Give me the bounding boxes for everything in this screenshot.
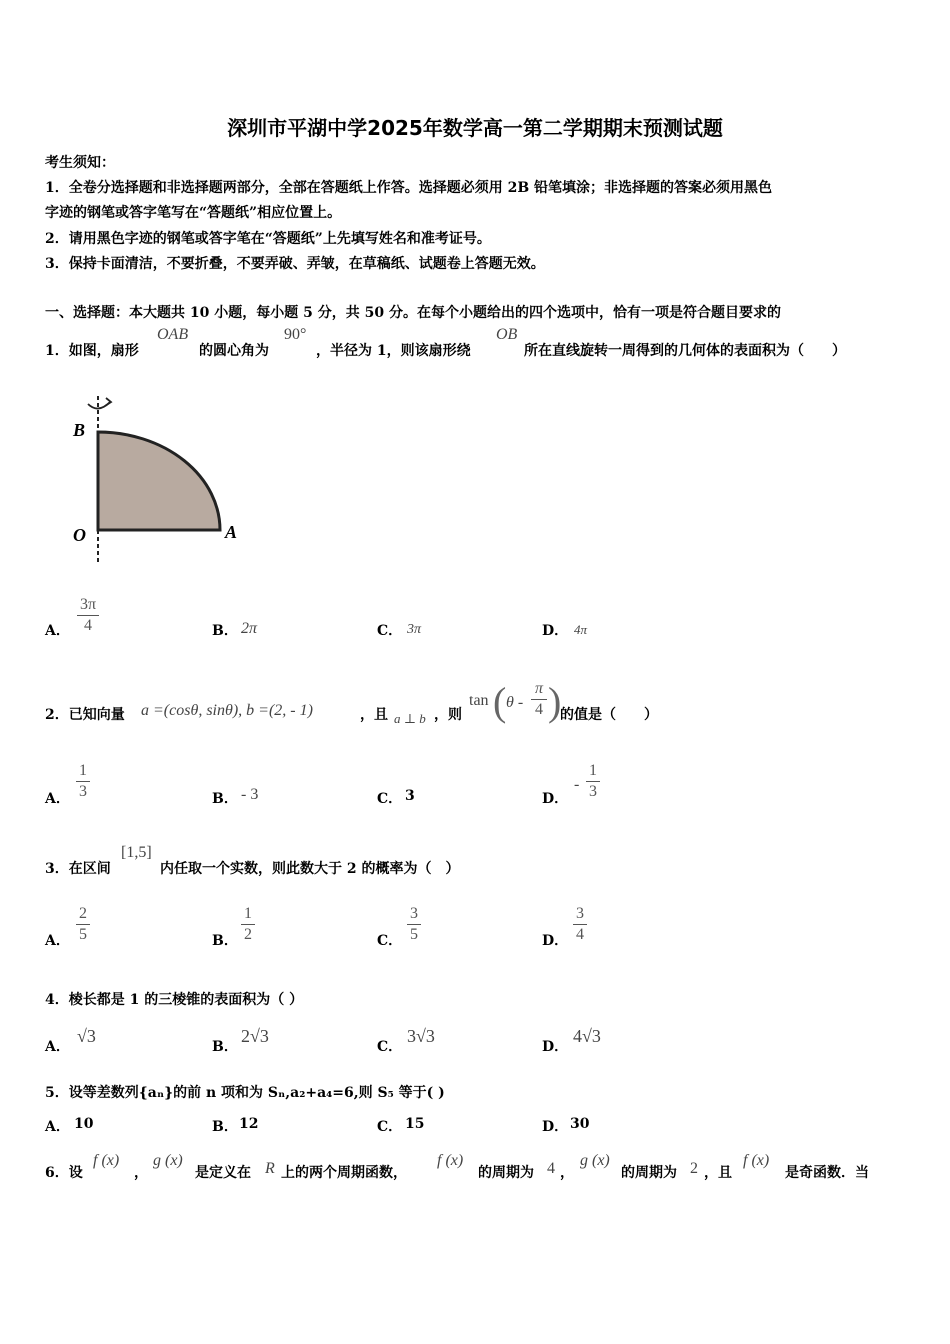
q5-option-a-value: 10 bbox=[74, 1116, 94, 1132]
q1-option-d-label: D． bbox=[542, 623, 569, 639]
sector-shape bbox=[98, 432, 220, 530]
q1-text-1: 1．如图，扇形 bbox=[45, 343, 139, 359]
notice-line-3: 3．保持卡面清洁，不要折叠，不要弄破、弄皱，在草稿纸、试题卷上答题无效。 bbox=[45, 256, 545, 272]
q2-option-b-value: - 3 bbox=[241, 786, 259, 803]
q1-option-b-value: 2π bbox=[241, 620, 258, 637]
q2-math-vectors: a =(cosθ, sinθ), b =(2, - 1) bbox=[141, 702, 313, 719]
q2-option-d-label: D． bbox=[542, 791, 569, 807]
notice-heading: 考生须知： bbox=[45, 155, 115, 171]
q4-option-b-label: B． bbox=[212, 1039, 238, 1055]
q1-option-a-label: A． bbox=[45, 623, 70, 639]
label-a: A bbox=[225, 522, 238, 542]
q6-text-6: ， bbox=[560, 1165, 574, 1181]
q6-text-4: 上的两个周期函数， bbox=[281, 1165, 407, 1181]
q4-option-c-value: 3√3 bbox=[407, 1026, 435, 1046]
q4-option-c-label: C． bbox=[377, 1039, 403, 1055]
q6-text-9: 是奇函数．当 bbox=[785, 1165, 869, 1181]
q1-math-oab: OAB bbox=[157, 326, 189, 343]
q6-math-f1: f (x) bbox=[93, 1152, 120, 1169]
q4-text: 4．棱长都是 1 的三棱锥的表面积为（ ） bbox=[45, 992, 304, 1008]
q3-math-interval: [1,5] bbox=[121, 844, 152, 861]
q2-option-c-label: C． bbox=[377, 791, 403, 807]
q3-option-a-label: A． bbox=[45, 933, 70, 949]
q2-option-a-value: 1 3 bbox=[76, 762, 90, 801]
q3-option-b-value: 1 2 bbox=[241, 905, 255, 944]
q6-math-f2: f (x) bbox=[437, 1152, 464, 1169]
q2-text-3: ，则 bbox=[434, 707, 462, 723]
q4-option-b-value: 2√3 bbox=[241, 1026, 269, 1046]
q1-math-angle: 90° bbox=[284, 326, 307, 343]
q2-math-pi-over-4: π 4 bbox=[531, 680, 547, 719]
q5-option-d-label: D． bbox=[542, 1119, 569, 1135]
notice-line-2: 2．请用黑色字迹的钢笔或答字笔在“答题纸”上先填写姓名和准考证号。 bbox=[45, 231, 491, 247]
q3-text-1: 3．在区间 bbox=[45, 861, 111, 877]
q1-text-2: 的圆心角为 bbox=[199, 343, 269, 359]
q6-text-2: ， bbox=[134, 1165, 148, 1181]
q3-option-a-value: 2 5 bbox=[76, 905, 90, 944]
q1-math-ob: OB bbox=[496, 326, 518, 343]
q4-option-a-label: A． bbox=[45, 1039, 70, 1055]
q6-math-r: R bbox=[265, 1160, 275, 1177]
q6-math-f3: f (x) bbox=[743, 1152, 770, 1169]
q3-option-d-label: D． bbox=[542, 933, 569, 949]
q3-option-b-label: B． bbox=[212, 933, 238, 949]
q5-option-c-label: C． bbox=[377, 1119, 403, 1135]
section-heading: 一、选择题：本大题共 10 小题，每小题 5 分，共 50 分。在每个小题给出的四个选项中，恰有一项是符合题目要求的 bbox=[45, 305, 781, 321]
q1-text-3: ，半径为 1，则该扇形绕 bbox=[316, 343, 471, 359]
q2-text-2: ，且 bbox=[360, 707, 388, 723]
q6-text-8: ，且 bbox=[704, 1165, 732, 1181]
q4-option-a-value: √3 bbox=[77, 1026, 96, 1046]
label-o: O bbox=[73, 525, 86, 545]
q3-text-2: 内任取一个实数，则此数大于 2 的概率为（ ） bbox=[160, 861, 460, 877]
sector-figure bbox=[60, 390, 260, 565]
q6-text-7: 的周期为 bbox=[621, 1165, 677, 1181]
q5-option-b-value: 12 bbox=[239, 1116, 259, 1132]
q2-math-perp: a ⊥ b bbox=[394, 711, 426, 726]
notice-line-1a: 1．全卷分选择题和非选择题两部分，全部在答题纸上作答。选择题必须用 2B 铅笔填涂；非选择题的答案必须用黑色 bbox=[45, 180, 773, 196]
q6-text-1: 6．设 bbox=[45, 1165, 83, 1181]
q2-option-c-value: 3 bbox=[405, 788, 415, 804]
q1-option-b-label: B． bbox=[212, 623, 238, 639]
q2-text-4: 的值是（ ） bbox=[560, 707, 658, 723]
q1-option-c-value: 3π bbox=[407, 622, 422, 637]
q3-option-c-value: 3 5 bbox=[407, 905, 421, 944]
q6-math-2: 2 bbox=[690, 1160, 698, 1177]
q1-text-4: 所在直线旋转一周得到的几何体的表面积为（ ） bbox=[524, 343, 846, 359]
q2-option-a-label: A． bbox=[45, 791, 70, 807]
q2-text-1: 2．已知向量 bbox=[45, 707, 125, 723]
q1-option-d-value: 4π bbox=[574, 622, 588, 637]
q5-option-b-label: B． bbox=[212, 1119, 238, 1135]
q3-option-d-value: 3 4 bbox=[573, 905, 587, 944]
q6-text-3: 是定义在 bbox=[195, 1165, 251, 1181]
q5-option-a-label: A． bbox=[45, 1119, 70, 1135]
notice-line-1b: 字迹的钢笔或答字笔写在“答题纸”相应位置上。 bbox=[45, 205, 342, 221]
q2-option-b-label: B． bbox=[212, 791, 238, 807]
q2-math-theta: θ - bbox=[506, 694, 524, 711]
q6-math-g1: g (x) bbox=[153, 1152, 183, 1169]
q2-option-d-sign: - bbox=[574, 776, 580, 793]
q3-option-c-label: C． bbox=[377, 933, 403, 949]
page-title: 深圳市平湖中学2025年数学高一第二学期期末预测试题 bbox=[227, 116, 723, 140]
q2-math-tan: tan bbox=[469, 692, 489, 709]
q5-text: 5．设等差数列{aₙ}的前 n 项和为 Sₙ,a₂+a₄=6,则 S₅ 等于( ) bbox=[45, 1085, 445, 1101]
q6-text-5: 的周期为 bbox=[478, 1165, 534, 1181]
q1-option-c-label: C． bbox=[377, 623, 403, 639]
label-b: B bbox=[73, 420, 86, 440]
q4-option-d-label: D． bbox=[542, 1039, 569, 1055]
q5-option-c-value: 15 bbox=[405, 1116, 425, 1132]
q5-option-d-value: 30 bbox=[570, 1116, 590, 1132]
q2-option-d-value: 1 3 bbox=[586, 762, 600, 801]
q4-option-d-value: 4√3 bbox=[573, 1026, 601, 1046]
q6-math-g2: g (x) bbox=[580, 1152, 610, 1169]
q1-option-a-value: 3π 4 bbox=[77, 596, 99, 635]
q6-math-4: 4 bbox=[547, 1160, 555, 1177]
